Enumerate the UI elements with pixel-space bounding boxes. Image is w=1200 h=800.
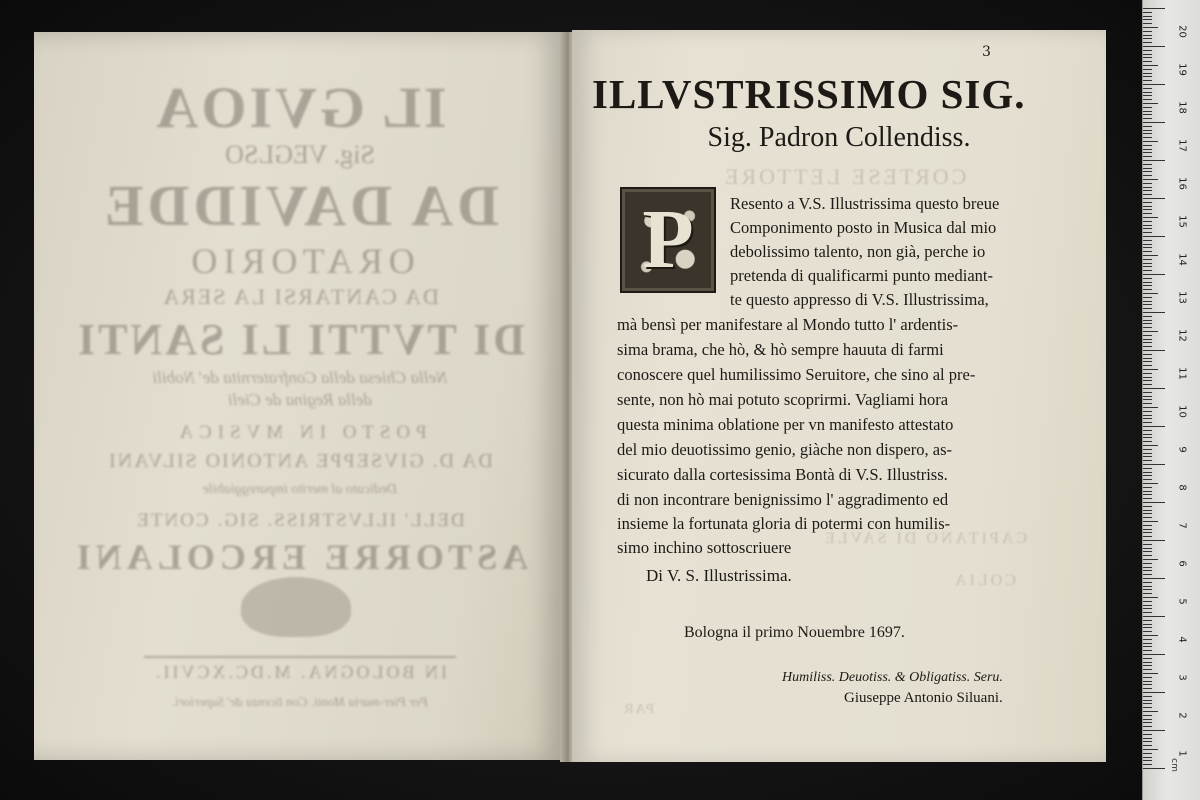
bleed-line: DA D. GIVSEPPE ANTONIO SILVANI [107,450,493,472]
ruler-tick [1143,365,1152,366]
ruler-tick [1143,544,1152,545]
ruler-tick [1143,76,1152,77]
signature-name: Giuseppe Antonio Siluani. [844,690,1003,706]
ruler-tick [1143,597,1158,598]
ruler-tick [1143,244,1152,245]
ruler-tick [1143,741,1152,742]
ruler-tick [1143,88,1152,89]
ruler-tick [1143,483,1158,484]
ruler-tick [1143,213,1152,214]
ruler-tick [1143,768,1165,769]
closing-line: Di V. S. Illustrissima. [646,566,792,585]
ruler-tick [1143,323,1152,324]
ruler-number: 4 [1176,636,1188,643]
ruler-tick [1143,141,1158,142]
ruler-tick [1143,559,1158,560]
text-line: questa minima oblatione per vn manifesto attestato [617,415,954,434]
ruler-tick [1143,171,1152,172]
ruler-number: 14 [1176,253,1188,266]
ruler-tick [1143,228,1152,229]
ruler-tick [1143,540,1165,541]
ruler-tick [1143,377,1152,378]
ruler-tick [1143,415,1152,416]
ruler-number: 2 [1176,712,1188,719]
ruler-tick [1143,282,1152,283]
ruler-tick [1143,130,1152,131]
ruler-tick [1143,137,1152,138]
ruler-tick [1143,183,1152,184]
ruler-number: 6 [1176,560,1188,567]
ruler-tick [1143,422,1152,423]
ruler-tick [1143,411,1152,412]
ruler-tick [1143,570,1152,571]
ruler-tick [1143,563,1152,564]
ruler-tick [1143,620,1152,621]
bleed-line: della Regina de Cieli [228,390,372,409]
ruler-tick [1143,217,1158,218]
measurement-ruler [1142,0,1200,800]
ruler-tick [1143,255,1158,256]
ruler-tick [1143,122,1165,123]
ruler-tick [1143,179,1158,180]
ruler-tick [1143,236,1165,237]
ruler-tick [1143,764,1152,765]
decorated-initial [620,187,716,293]
ruler-tick [1143,73,1152,74]
ruler-tick [1143,726,1152,727]
ruler-tick [1143,612,1152,613]
ruler-tick [1143,734,1152,735]
ruler-tick [1143,525,1152,526]
ruler-tick [1143,301,1152,302]
ruler-tick [1143,719,1152,720]
text-line: pretenda di qualificarmi punto mediant- [730,266,993,285]
ruler-number: 12 [1176,329,1188,342]
ruler-tick [1143,202,1152,203]
ruler-tick [1143,510,1152,511]
ruler-tick [1143,31,1152,32]
show-through-ghost: CORTESE LETTORE [722,164,967,189]
ruler-tick [1143,658,1152,659]
ruler-tick [1143,567,1152,568]
ruler-tick [1143,19,1152,20]
ruler-tick [1143,456,1152,457]
signature-formula: Humiliss. Deuotiss. & Obligatiss. Seru. [782,670,1003,685]
ruler-tick [1143,289,1152,290]
text-line: del mio deuotissimo genio, giàche non dispero, as- [617,440,952,459]
right-page [572,30,1106,762]
ruler-tick [1143,468,1152,469]
ruler-tick [1143,61,1152,62]
text-line: di non incontrare benignissimo l' aggradimento ed [617,490,949,509]
ruler-tick [1143,46,1165,47]
ruler-tick [1143,152,1152,153]
ruler-tick [1143,84,1165,85]
text-line: mà bensì per manifestare al Mondo tutto l' ardentis- [617,315,959,334]
ruler-tick [1143,593,1152,594]
ruler-tick [1143,445,1158,446]
ruler-tick [1143,232,1152,233]
ruler-tick [1143,700,1152,701]
ruler-tick [1143,221,1152,222]
ruler-tick [1143,601,1152,602]
ruler-tick [1143,502,1165,503]
ruler-tick [1143,107,1152,108]
ruler-tick [1143,460,1152,461]
ruler-unit: cm [1168,758,1179,772]
ruler-tick [1143,635,1158,636]
ruler-tick [1143,354,1152,355]
ruler-tick [1143,491,1152,492]
ruler-tick [1143,331,1158,332]
ruler-tick [1143,95,1152,96]
ruler-tick [1143,308,1152,309]
ruler-tick [1143,548,1152,549]
ruler-tick [1143,707,1152,708]
ruler-tick [1143,513,1152,514]
ruler-tick [1143,426,1165,427]
ruler-number: 17 [1176,139,1188,152]
ruler-tick [1143,259,1152,260]
ruler-number: 8 [1176,484,1188,491]
ruler-tick [1143,730,1165,731]
ruler-tick [1143,240,1152,241]
ruler-tick [1143,745,1152,746]
ruler-tick [1143,555,1152,556]
ruler-number: 16 [1176,177,1188,190]
ruler-tick [1143,361,1152,362]
ruler-tick [1143,487,1152,488]
ruler-tick [1143,639,1152,640]
ruler-tick [1143,472,1152,473]
ruler-tick [1143,384,1152,385]
show-through-ghost: PAR [622,702,654,717]
ruler-number: 11 [1176,367,1188,380]
ruler-tick [1143,692,1165,693]
ruler-number: 20 [1176,25,1188,38]
ruler-tick [1143,285,1152,286]
ruler-tick [1143,627,1152,628]
ruler-tick [1143,605,1152,606]
ruler-tick [1143,369,1158,370]
ruler-tick [1143,464,1165,465]
ruler-tick [1143,589,1152,590]
ruler-tick [1143,551,1152,552]
bleed-line: DA DAVIDDE [100,173,500,238]
ruler-tick [1143,103,1158,104]
ruler-tick [1143,92,1152,93]
ruler-tick [1143,278,1152,279]
left-page [34,32,566,760]
ruler-tick [1143,624,1152,625]
page-subtitle: Sig. Padron Collendiss. [707,122,971,153]
ruler-tick [1143,688,1152,689]
bleed-line: DA CANTARSI LA SERA [161,284,439,309]
page-title: ILLVSTRISSIMO SIG. [592,71,1026,117]
ruler-tick [1143,50,1152,51]
text-line: Resento a V.S. Illustrissima questo breue [730,194,1000,213]
ruler-tick [1143,16,1152,17]
ruler-tick [1143,190,1152,191]
bleed-line: ORATORIO [185,241,415,281]
ruler-tick [1143,684,1152,685]
ruler-tick [1143,399,1152,400]
ruler-number: 13 [1176,291,1188,304]
rule-line [144,656,456,658]
ruler-tick [1143,753,1152,754]
ruler-tick [1143,350,1165,351]
ruler-tick [1143,380,1152,381]
text-line: te questo appresso di V.S. Illustrissima, [730,290,989,309]
ruler-tick [1143,437,1152,438]
ruler-tick [1143,263,1152,264]
bleed-line: DI TVTTI LI SANTI [75,315,526,364]
ruler-tick [1143,35,1152,36]
ruler-tick [1143,342,1152,343]
ruler-tick [1143,453,1152,454]
ruler-number: 18 [1176,101,1188,114]
ruler-tick [1143,274,1165,275]
ruler-tick [1143,662,1152,663]
ruler-tick [1143,225,1152,226]
bleed-line: Dedicato al merito impareggiabile [202,482,398,497]
ruler-tick [1143,673,1158,674]
ruler-tick [1143,738,1152,739]
text-line: sicurato dalla cortesissima Bontà di V.S. Illustriss. [617,465,948,484]
ruler-tick [1143,156,1152,157]
ruler-tick [1143,760,1152,761]
ruler-number: 5 [1176,598,1188,605]
ruler-tick [1143,145,1152,146]
ruler-tick [1143,133,1152,134]
ruler-tick [1143,681,1152,682]
ruler-tick [1143,608,1152,609]
ruler-tick [1143,320,1152,321]
ruler-tick [1143,669,1152,670]
ruler-tick [1143,175,1152,176]
ruler-tick [1143,358,1152,359]
ruler-tick [1143,532,1152,533]
ruler-tick [1143,498,1152,499]
bleed-line: ASTORRE ERCOLANI [71,537,529,577]
ruler-tick [1143,118,1152,119]
ruler-tick [1143,536,1152,537]
ruler-tick [1143,57,1152,58]
ruler-tick [1143,80,1152,81]
bleed-line: IL GVIOA [153,75,447,140]
ruler-number: 15 [1176,215,1188,228]
ruler-tick [1143,392,1152,393]
ruler-tick [1143,99,1152,100]
page-number: 3 [982,44,991,60]
ruler-tick [1143,114,1152,115]
show-through-ghost: CAPITANO DI SAVLE [822,530,1027,547]
show-through-text [34,32,566,760]
ruler-tick [1143,479,1152,480]
ruler-tick [1143,586,1152,587]
ruler-tick [1143,517,1152,518]
ruler-tick [1143,578,1165,579]
ruler-tick [1143,164,1152,165]
ruler-tick [1143,643,1152,644]
ruler-tick [1143,494,1152,495]
ruler-tick [1143,665,1152,666]
ruler-tick [1143,631,1152,632]
text-line: insieme la fortunata gloria di potermi con humilis- [617,514,951,533]
ruler-tick [1143,327,1152,328]
ruler-tick [1143,194,1152,195]
ruler-tick [1143,27,1158,28]
ruler-tick [1143,521,1158,522]
initial-letter: P [642,193,694,286]
ruler-tick [1143,12,1152,13]
ruler-tick [1143,38,1152,39]
ruler-tick [1143,312,1165,313]
ruler-tick [1143,304,1152,305]
ruler-tick [1143,506,1152,507]
ruler-tick [1143,69,1152,70]
ruler-tick [1143,696,1152,697]
ruler-tick [1143,23,1152,24]
text-line: debolissimo talento, non già, perche io [730,242,986,261]
ruler-tick [1143,711,1158,712]
ruler-tick [1143,722,1152,723]
ruler-tick [1143,339,1152,340]
ruler-tick [1143,297,1152,298]
ruler-number: 3 [1176,674,1188,681]
ruler-tick [1143,373,1152,374]
ruler-tick [1143,403,1152,404]
printer-ornament [241,577,351,637]
bleed-line: Nella Chiesa della Confraternita de' Nobili [152,368,448,387]
bleed-line: Sig. VEGLSO [225,140,375,169]
ruler-tick [1143,149,1152,150]
ruler-number: 10 [1176,405,1188,418]
text-line: sima brama, che hò, & hò sempre hauuta di farmi [617,340,944,359]
ruler-tick [1143,293,1158,294]
ruler-tick [1143,266,1152,267]
ruler-tick [1143,703,1152,704]
ruler-tick [1143,715,1152,716]
bleed-line: IN BOLOGNA. M.DC.XCVII. [153,662,447,682]
ruler-number: 19 [1176,63,1188,76]
ruler-tick [1143,346,1152,347]
bleed-line: DELL' ILLVSTRISS. SIG. CONTE [135,510,465,531]
text-line: conoscere quel humilissimo Seruitore, che sino al pre- [617,365,976,384]
ruler-tick [1143,616,1165,617]
text-line: sente, non hò mai potuto scoprirmi. Vagliami hora [617,390,949,409]
ruler-tick [1143,316,1152,317]
bleed-line: POSTO IN MVSICA [173,422,427,443]
ruler-tick [1143,270,1152,271]
ruler-tick [1143,650,1152,651]
ruler-tick [1143,251,1152,252]
ruler-tick [1143,749,1158,750]
ruler-tick [1143,168,1152,169]
ruler-tick [1143,582,1152,583]
ruler-tick [1143,677,1152,678]
ruler-number: 9 [1176,446,1188,453]
ruler-tick [1143,209,1152,210]
ruler-tick [1143,126,1152,127]
ruler-tick [1143,646,1152,647]
bleed-line: Per Pier-maria Monti. Con licenza de' Superiori. [172,694,428,709]
ruler-tick [1143,111,1152,112]
ruler-tick [1143,574,1152,575]
ruler-tick [1143,206,1152,207]
ruler-tick [1143,247,1152,248]
date-line: Bologna il primo Nouembre 1697. [684,624,905,641]
ruler-tick [1143,396,1152,397]
ruler-tick [1143,8,1165,9]
text-line: simo inchino sottoscriuere [617,538,792,557]
ruler-tick [1143,187,1152,188]
ruler-tick [1143,449,1152,450]
ruler-tick [1143,430,1152,431]
ruler-tick [1143,54,1152,55]
ruler-tick [1143,529,1152,530]
ruler-tick [1143,65,1158,66]
ruler-tick [1143,757,1152,758]
ruler-tick [1143,434,1152,435]
ruler-tick [1143,441,1152,442]
ruler-tick [1143,418,1152,419]
ruler-number: 1 [1176,750,1188,757]
ruler-number: 7 [1176,522,1188,529]
ruler-tick [1143,407,1158,408]
ruler-tick [1143,475,1152,476]
ruler-tick [1143,654,1165,655]
ruler-tick [1143,160,1165,161]
ruler-tick [1143,335,1152,336]
ruler-tick [1143,42,1152,43]
ruler-tick [1143,198,1165,199]
show-through-ghost: COLIA [952,572,1016,589]
ruler-tick [1143,388,1165,389]
text-line: Componimento posto in Musica dal mio [730,218,997,237]
